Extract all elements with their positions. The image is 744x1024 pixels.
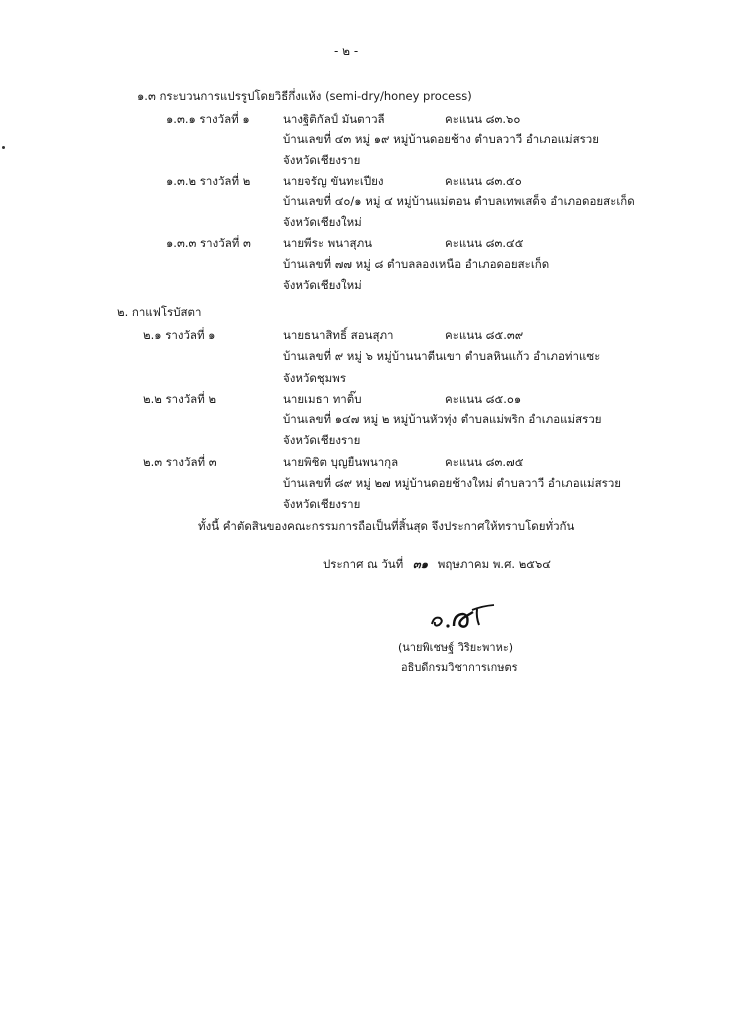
handwritten-signature [428, 600, 498, 634]
scan-speck [2, 146, 5, 149]
awardee-province: จังหวัดเชียงใหม่ [283, 278, 362, 292]
award-label: ๑.๓.๓ รางวัลที่ ๓ [166, 236, 251, 250]
award-label: ๒.๑ รางวัลที่ ๑ [143, 328, 216, 342]
signatory-position: อธิบดีกรมวิชาการเกษตร [401, 661, 518, 674]
award-label: ๒.๓ รางวัลที่ ๓ [143, 455, 217, 469]
awardee-province: จังหวัดเชียงราย [283, 433, 361, 447]
award-score: คะแนน ๘๓.๔๕ [445, 236, 524, 250]
announcement-prefix: ประกาศ ณ วันที่ [323, 557, 404, 571]
announcement-date [323, 556, 551, 574]
awardee-address: บ้านเลขที่ ๑๔๗ หมู่ ๒ หมู่บ้านหัวทุ่ง ตำบลแม่พริก อำเภอแม่สรวย [283, 412, 602, 426]
award-score: คะแนน ๘๕.๓๙ [445, 328, 524, 342]
awardee-address: บ้านเลขที่ ๗๗ หมู่ ๘ ตำบลลองเหนือ อำเภอดอยสะเก็ด [283, 257, 550, 271]
page-number: - ๒ - [334, 44, 359, 58]
awardee-address: บ้านเลขที่ ๙ หมู่ ๖ หมู่บ้านนาตีนเขา ตำบลหินแก้ว อำเภอท่าแซะ [283, 349, 601, 363]
section-2-title: ๒. กาแฟโรบัสตา [117, 305, 202, 319]
award-label: ๑.๓.๑ รางวัลที่ ๑ [166, 112, 250, 126]
signatory-name: (นายพิเชษฐ์ วิริยะพาหะ) [398, 641, 514, 654]
awardee-name: นายจรัญ ขันทะเปียง [283, 174, 384, 188]
awardee-name: นายพีระ พนาสุภน [283, 236, 373, 250]
awardee-name: นายธนาสิทธิ์ สอนสุภา [283, 328, 394, 342]
closing-statement: ทั้งนี้ คำตัดสินของคณะกรรมการถือเป็นที่สิ้นสุด จึงประกาศให้ทราบโดยทั่วกัน [198, 519, 575, 533]
awardee-address: บ้านเลขที่ ๔๐/๑ หมู่ ๔ หมู่บ้านแม่ตอน ตำบลเทพเสด็จ อำเภอดอยสะเก็ด [283, 194, 635, 208]
awardee-province: จังหวัดชุมพร [283, 371, 347, 385]
awardee-name: นางฐิติกัลป์ มันตาวลี [283, 112, 385, 126]
award-score: คะแนน ๘๓.๖๐ [445, 112, 521, 126]
awardee-province: จังหวัดเชียงราย [283, 497, 361, 511]
award-score: คะแนน ๘๓.๗๕ [445, 455, 524, 469]
section-1-3-title: ๑.๓ กระบวนการแปรรูปโดยวิธีกึ่งแห้ง (semi-dry/honey process) [137, 89, 472, 103]
award-label: ๑.๓.๒ รางวัลที่ ๒ [166, 174, 251, 188]
awardee-address: บ้านเลขที่ ๔๓ หมู่ ๑๙ หมู่บ้านดอยช้าง ตำบลวาวี อำเภอแม่สรวย [283, 132, 600, 146]
award-score: คะแนน ๘๓.๕๐ [445, 174, 522, 188]
awardee-name: นายพิชิต บุญยืนพนากุล [283, 455, 399, 469]
announcement-month-year: พฤษภาคม พ.ศ. ๒๕๖๔ [437, 557, 551, 571]
award-label: ๒.๒ รางวัลที่ ๒ [143, 392, 217, 406]
awardee-province: จังหวัดเชียงใหม่ [283, 215, 362, 229]
awardee-province: จังหวัดเชียงราย [283, 153, 361, 167]
awardee-name: นายเมธา ทาติ๊บ [283, 392, 362, 406]
award-score: คะแนน ๘๕.๐๑ [445, 392, 522, 406]
announcement-day: ๓๑ [412, 557, 429, 571]
awardee-address: บ้านเลขที่ ๘๙ หมู่ ๒๗ หมู่บ้านดอยช้างใหม่ ตำบลวาวี อำเภอแม่สรวย [283, 476, 622, 490]
